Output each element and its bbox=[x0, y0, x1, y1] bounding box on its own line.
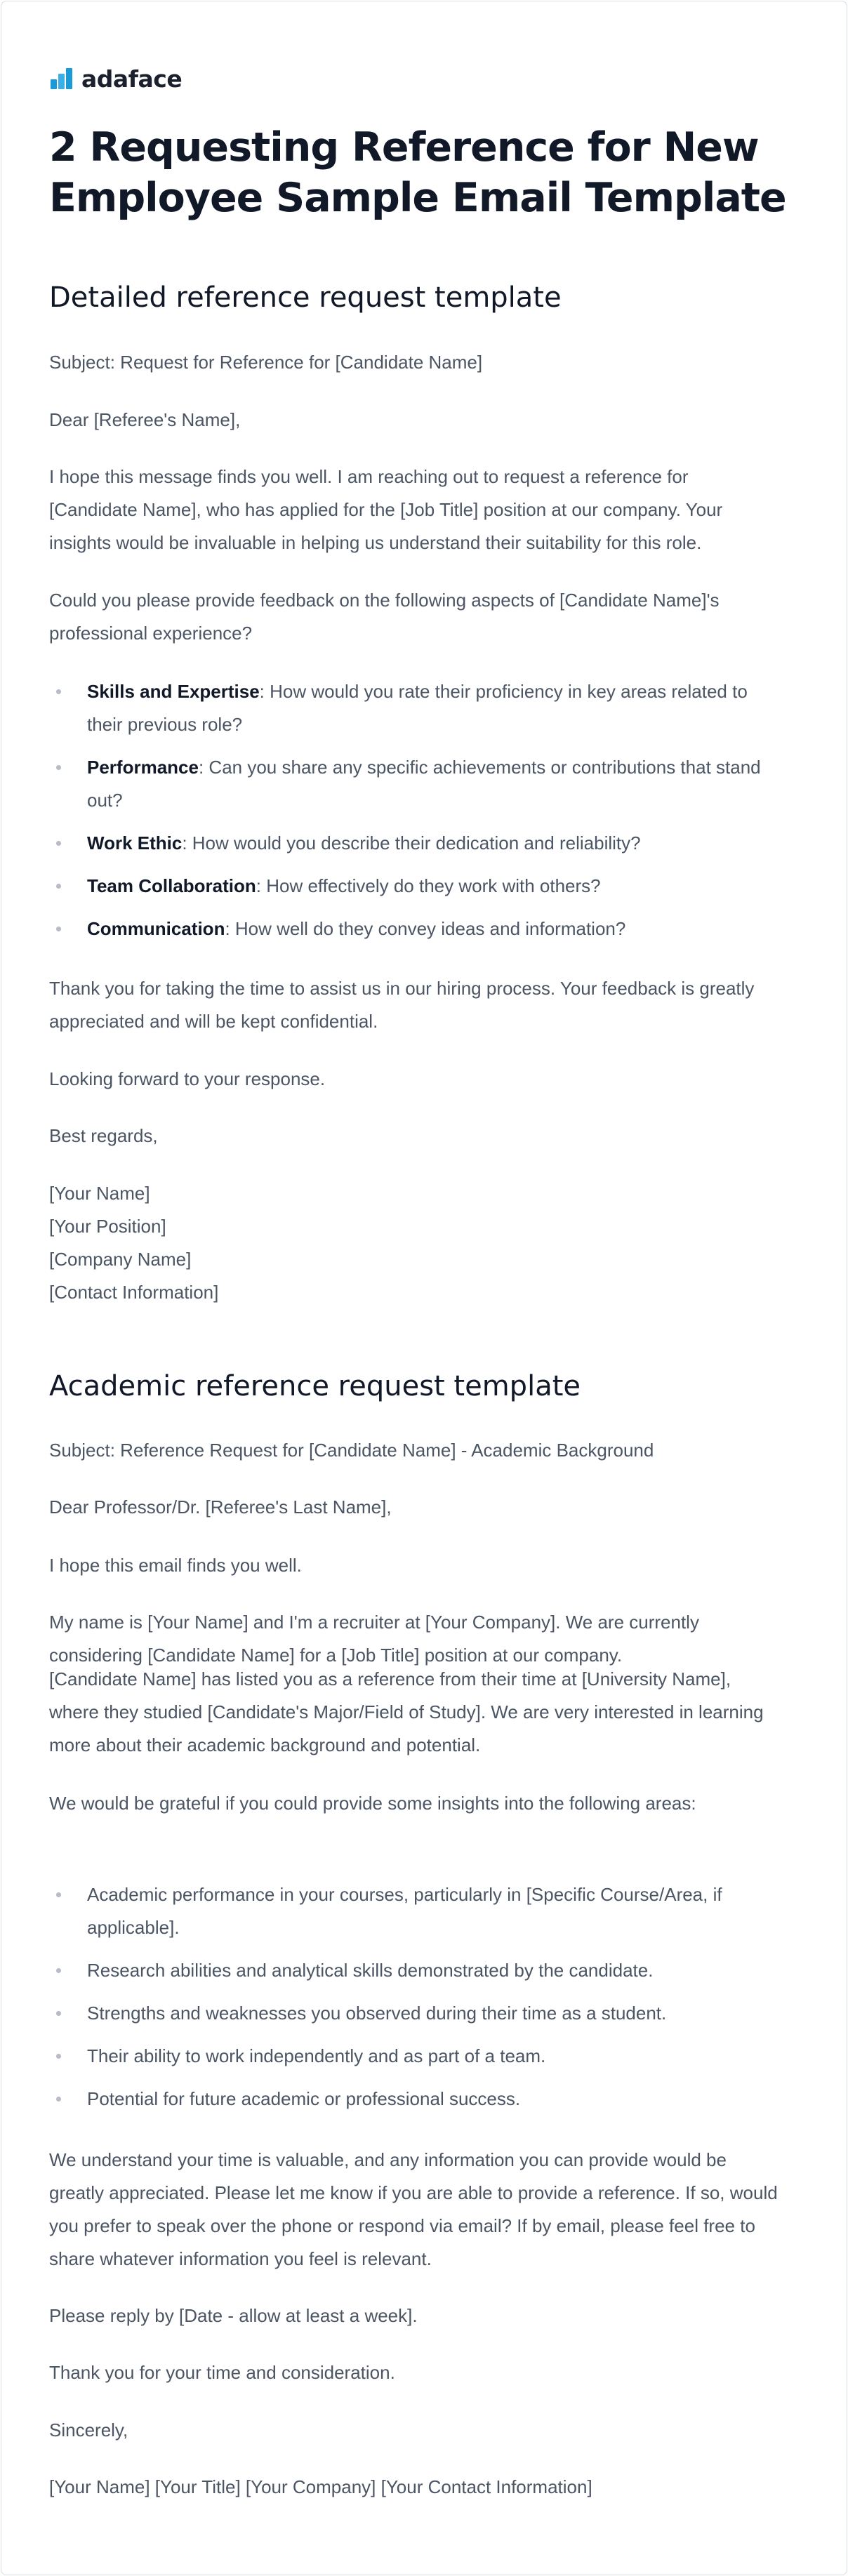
text-line: where they studied [Candidate's Major/Field of Study]. We are very interested in learning bbox=[49, 1701, 764, 1722]
academic-intro-paragraph bbox=[49, 1606, 799, 1672]
bullet-icon bbox=[56, 765, 61, 770]
detailed-subject: Subject: Request for Reference for [Candidate Name] bbox=[49, 352, 483, 373]
adaface-logo-icon bbox=[49, 67, 76, 91]
academic-grateful: We would be grateful if you could provide some insights into the following areas: bbox=[49, 1793, 696, 1814]
text-line: greatly appreciated. Please let me know if you are able to provide a reference. If so, would bbox=[49, 2182, 778, 2203]
text-line: share whatever information you feel is relevant. bbox=[49, 2248, 432, 2269]
brand-name: adaface bbox=[81, 65, 183, 93]
detailed-closing: Best regards, bbox=[49, 1125, 158, 1146]
text-line: Thank you for taking the time to assist us in our hiring process. Your feedback is greatly bbox=[49, 978, 755, 999]
bullet-icon bbox=[56, 689, 61, 694]
detailed-looking-forward: Looking forward to your response. bbox=[49, 1068, 326, 1089]
page-title-line: 2 Requesting Reference for New bbox=[49, 124, 759, 171]
item-text: Strengths and weaknesses you observed during their time as a student. bbox=[87, 2003, 667, 2024]
list-item bbox=[49, 751, 799, 817]
item-label: Skills and Expertise bbox=[87, 681, 260, 702]
bullet-icon bbox=[56, 1892, 61, 1897]
item-label: Performance bbox=[87, 757, 199, 778]
academic-greeting: Dear Professor/Dr. [Referee's Last Name], bbox=[49, 1496, 392, 1518]
list-item bbox=[49, 1878, 799, 1944]
item-text: : How effectively do they work with others? bbox=[256, 875, 601, 896]
list-item bbox=[49, 675, 799, 741]
item-label: Team Collaboration bbox=[87, 875, 256, 896]
list-item bbox=[49, 1954, 799, 1987]
text-line: I hope this message finds you well. I am reaching out to request a reference for bbox=[49, 466, 689, 487]
detailed-thanks-paragraph bbox=[49, 972, 799, 1038]
detailed-greeting: Dear [Referee's Name], bbox=[49, 409, 241, 430]
text-line: appreciated and will be kept confidential. bbox=[49, 1011, 378, 1032]
academic-closing: Sincerely, bbox=[49, 2419, 128, 2441]
section-heading-academic: Academic reference request template bbox=[49, 1370, 581, 1402]
list-item bbox=[49, 912, 799, 945]
text-line: [Candidate Name], who has applied for the [Job Title] position at our company. Your bbox=[49, 499, 723, 520]
item-text: : Can you share any specific achievements or contributions that stand bbox=[198, 757, 761, 778]
detailed-aspects-list bbox=[49, 675, 799, 945]
item-text: Their ability to work independently and as part of a team. bbox=[87, 2045, 546, 2066]
signature-line: [Your Name] bbox=[49, 1183, 150, 1204]
signature-line: [Company Name] bbox=[49, 1249, 192, 1270]
text-line: insights would be invaluable in helping us understand their suitability for this role. bbox=[49, 532, 702, 553]
text-line: considering [Candidate Name] for a [Job Title] position at our company. bbox=[49, 1645, 623, 1666]
list-item bbox=[49, 827, 799, 860]
list-item bbox=[49, 870, 799, 903]
item-text: : How would you rate their proficiency in key areas related to bbox=[259, 681, 748, 702]
academic-reply-by: Please reply by [Date - allow at least a week]. bbox=[49, 2305, 418, 2326]
page-title bbox=[49, 122, 807, 223]
academic-understand-paragraph bbox=[49, 2144, 799, 2276]
academic-areas-list bbox=[49, 1878, 799, 2116]
academic-hope: I hope this email finds you well. bbox=[49, 1555, 302, 1576]
signature-line: [Your Position] bbox=[49, 1216, 166, 1237]
page-title-line: Employee Sample Email Template bbox=[49, 175, 786, 221]
list-item bbox=[49, 2040, 799, 2073]
academic-signature: [Your Name] [Your Title] [Your Company] [Your Contact Information] bbox=[49, 2476, 592, 2497]
item-text: : How well do they convey ideas and information? bbox=[225, 918, 626, 939]
text-line: more about their academic background and potential. bbox=[49, 1734, 481, 1755]
bullet-icon bbox=[56, 2011, 61, 2016]
item-text: : How would you describe their dedication and reliability? bbox=[182, 832, 641, 854]
item-text: applicable]. bbox=[87, 1917, 180, 1938]
bullet-icon bbox=[56, 927, 61, 931]
item-text: their previous role? bbox=[87, 714, 243, 735]
bullet-icon bbox=[56, 841, 61, 846]
item-text: Academic performance in your courses, particularly in [Specific Course/Area, if bbox=[87, 1884, 722, 1905]
detailed-ask-paragraph bbox=[49, 584, 799, 650]
item-label: Work Ethic bbox=[87, 832, 183, 854]
academic-listed-paragraph bbox=[49, 1663, 799, 1762]
item-label: Communication bbox=[87, 918, 225, 939]
text-line: professional experience? bbox=[49, 623, 253, 644]
item-text: Potential for future academic or professional success. bbox=[87, 2088, 521, 2109]
signature-line: [Contact Information] bbox=[49, 1282, 219, 1303]
text-line: My name is [Your Name] and I'm a recruiter at [Your Company]. We are currently bbox=[49, 1612, 699, 1633]
text-line: We understand your time is valuable, and any information you can provide would be bbox=[49, 2149, 727, 2170]
text-line: Could you please provide feedback on the following aspects of [Candidate Name]'s bbox=[49, 590, 720, 611]
list-item bbox=[49, 1997, 799, 2030]
bullet-icon bbox=[56, 2054, 61, 2059]
section-heading-detailed: Detailed reference request template bbox=[49, 281, 562, 314]
list-item bbox=[49, 2083, 799, 2116]
bullet-icon bbox=[56, 1968, 61, 1973]
bullet-icon bbox=[56, 884, 61, 889]
text-line: you prefer to speak over the phone or respond via email? If by email, please feel free to bbox=[49, 2215, 755, 2236]
brand-logo[interactable] bbox=[49, 65, 182, 93]
detailed-intro-paragraph bbox=[49, 460, 799, 559]
detailed-signature bbox=[49, 1177, 799, 1309]
academic-thanks: Thank you for your time and consideration. bbox=[49, 2362, 395, 2383]
bullet-icon bbox=[56, 2097, 61, 2102]
item-text: out? bbox=[87, 790, 123, 811]
academic-subject: Subject: Reference Request for [Candidate Name] - Academic Background bbox=[49, 1440, 654, 1461]
item-text: Research abilities and analytical skills demonstrated by the candidate. bbox=[87, 1960, 654, 1981]
text-line: [Candidate Name] has listed you as a reference from their time at [University Name], bbox=[49, 1668, 731, 1689]
